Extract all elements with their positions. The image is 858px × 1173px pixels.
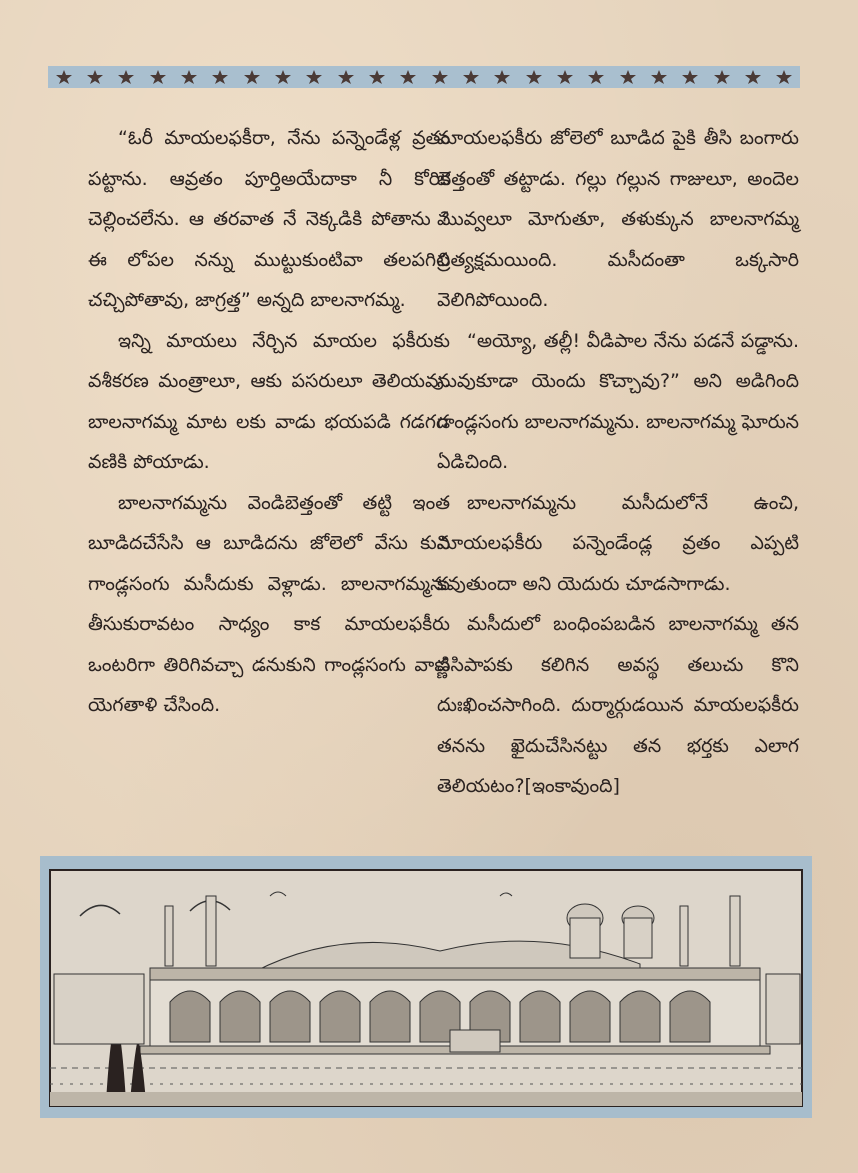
star-ornament-icon: [524, 69, 544, 85]
star-ornament-icon: [179, 69, 199, 85]
mosque-drawing-icon: [40, 856, 812, 1118]
star-ornament-icon: [148, 69, 168, 85]
story-paragraph: బాలనాగమ్మను మసీదులోనే ఉంచి, మాయలఫకీరు పన్నెండేండ్ల వ్రతం ఎప్పటి కవుతుందా అని యెదురు చూడసాగాడు.: [437, 491, 799, 595]
star-ornament-icon: [461, 69, 481, 85]
star-ornament-icon: [430, 69, 450, 85]
star-ornament-icon: [304, 69, 324, 85]
star-ornament-icon: [85, 69, 105, 85]
star-ornament-icon: [398, 69, 418, 85]
star-ornament-icon: [116, 69, 136, 85]
star-ornament-icon: [774, 69, 794, 85]
story-paragraph: “అయ్యో, తల్లీ! వీడిపాల నేను పడనే పడ్డాను. నువుకూడా యెందు కొచ్చావు?” అని అడిగింది గాండ్లసంగు బాలనాగమ్మను. బాలనాగమ్మ ఘోరున ఏడిచింది.: [437, 329, 799, 473]
star-ornament-icon: [680, 69, 700, 85]
star-ornament-icon: [367, 69, 387, 85]
star-ornament-icon: [242, 69, 262, 85]
star-ornament-icon: [273, 69, 293, 85]
star-ornament-icon: [586, 69, 606, 85]
star-ornament-icon: [743, 69, 763, 85]
story-paragraph: మసీదులో బంధింపబడిన బాలనాగమ్మ తన పసిపాపకు కలిగిన అవస్థ తలుచు కొని దుఃఖించసాగింది. దుర్మార్గుడయిన మాయలఫకీరు తనను ఖైదుచేసినట్టు తన భర్తకు ఎలాగ తెలియటం?[ఇంకావుంది]: [437, 613, 799, 797]
star-ornament-icon: [336, 69, 356, 85]
story-paragraph: ఇన్ని మాయలు నేర్చిన మాయల ఫకీరుకు వశీకరణ మంత్రాలూ, ఆకు పసరులూ తెలియవు. బాలనాగమ్మ మాట లకు వాడు భయపడి గడగడ వణికి పోయాడు.: [88, 329, 450, 473]
star-ornament-icon: [555, 69, 575, 85]
story-paragraph: బాలనాగమ్మను వెండిబెత్తంతో తట్టి ఇంత బూడిదచేసేసి ఆ బూడిదను జోలెలో వేసు కుని గాండ్లసంగు మసీదుకు వెళ్లాడు. బాలనాగమ్మను తీసుకురావటం సాధ్యం కాక మాయలఫకీరు ఒంటరిగా తిరిగివచ్చా డనుకుని గాండ్లసంగు వాణ్ణి యెగతాళి చేసింది.: [88, 491, 450, 716]
star-ornament-icon: [712, 69, 732, 85]
right-text-column: [437, 118, 799, 807]
star-ornament-icon: [649, 69, 669, 85]
star-ornament-icon: [618, 69, 638, 85]
star-ornament-icon: [210, 69, 230, 85]
star-ornament-icon: [54, 69, 74, 85]
decorative-border-strip: [48, 66, 800, 88]
story-paragraph: “ఓరీ మాయలఫకీరా, నేను పన్నెండేళ్ల వ్రతం పట్టాను. ఆవ్రతం పూర్తిఅయేదాకా నీ కోరిక చెల్లించలేను. ఆ తరవాత నే నెక్కడికి పోతాను ? ఈ లోపల నన్ను ముట్టుకుంటివా తలపగిలి చచ్చిపోతావు, జాగ్రత్త” అన్నది బాలనాగమ్మ.: [88, 127, 450, 311]
story-paragraph: మాయలఫకీరు జోలెలో బూడిద పైకి తీసి బంగారు బెత్తంతో తట్టాడు. గల్లు గల్లున గాజులూ, అందెల మువ్వలూ మోగుతూ, తళుక్కున బాలనాగమ్మ ప్రత్యక్షమయింది. మసీదంతా ఒక్కసారి వెలిగిపోయింది.: [437, 127, 799, 311]
left-text-column: [88, 118, 450, 726]
star-ornament-icon: [492, 69, 512, 85]
mosque-illustration: [40, 856, 812, 1118]
